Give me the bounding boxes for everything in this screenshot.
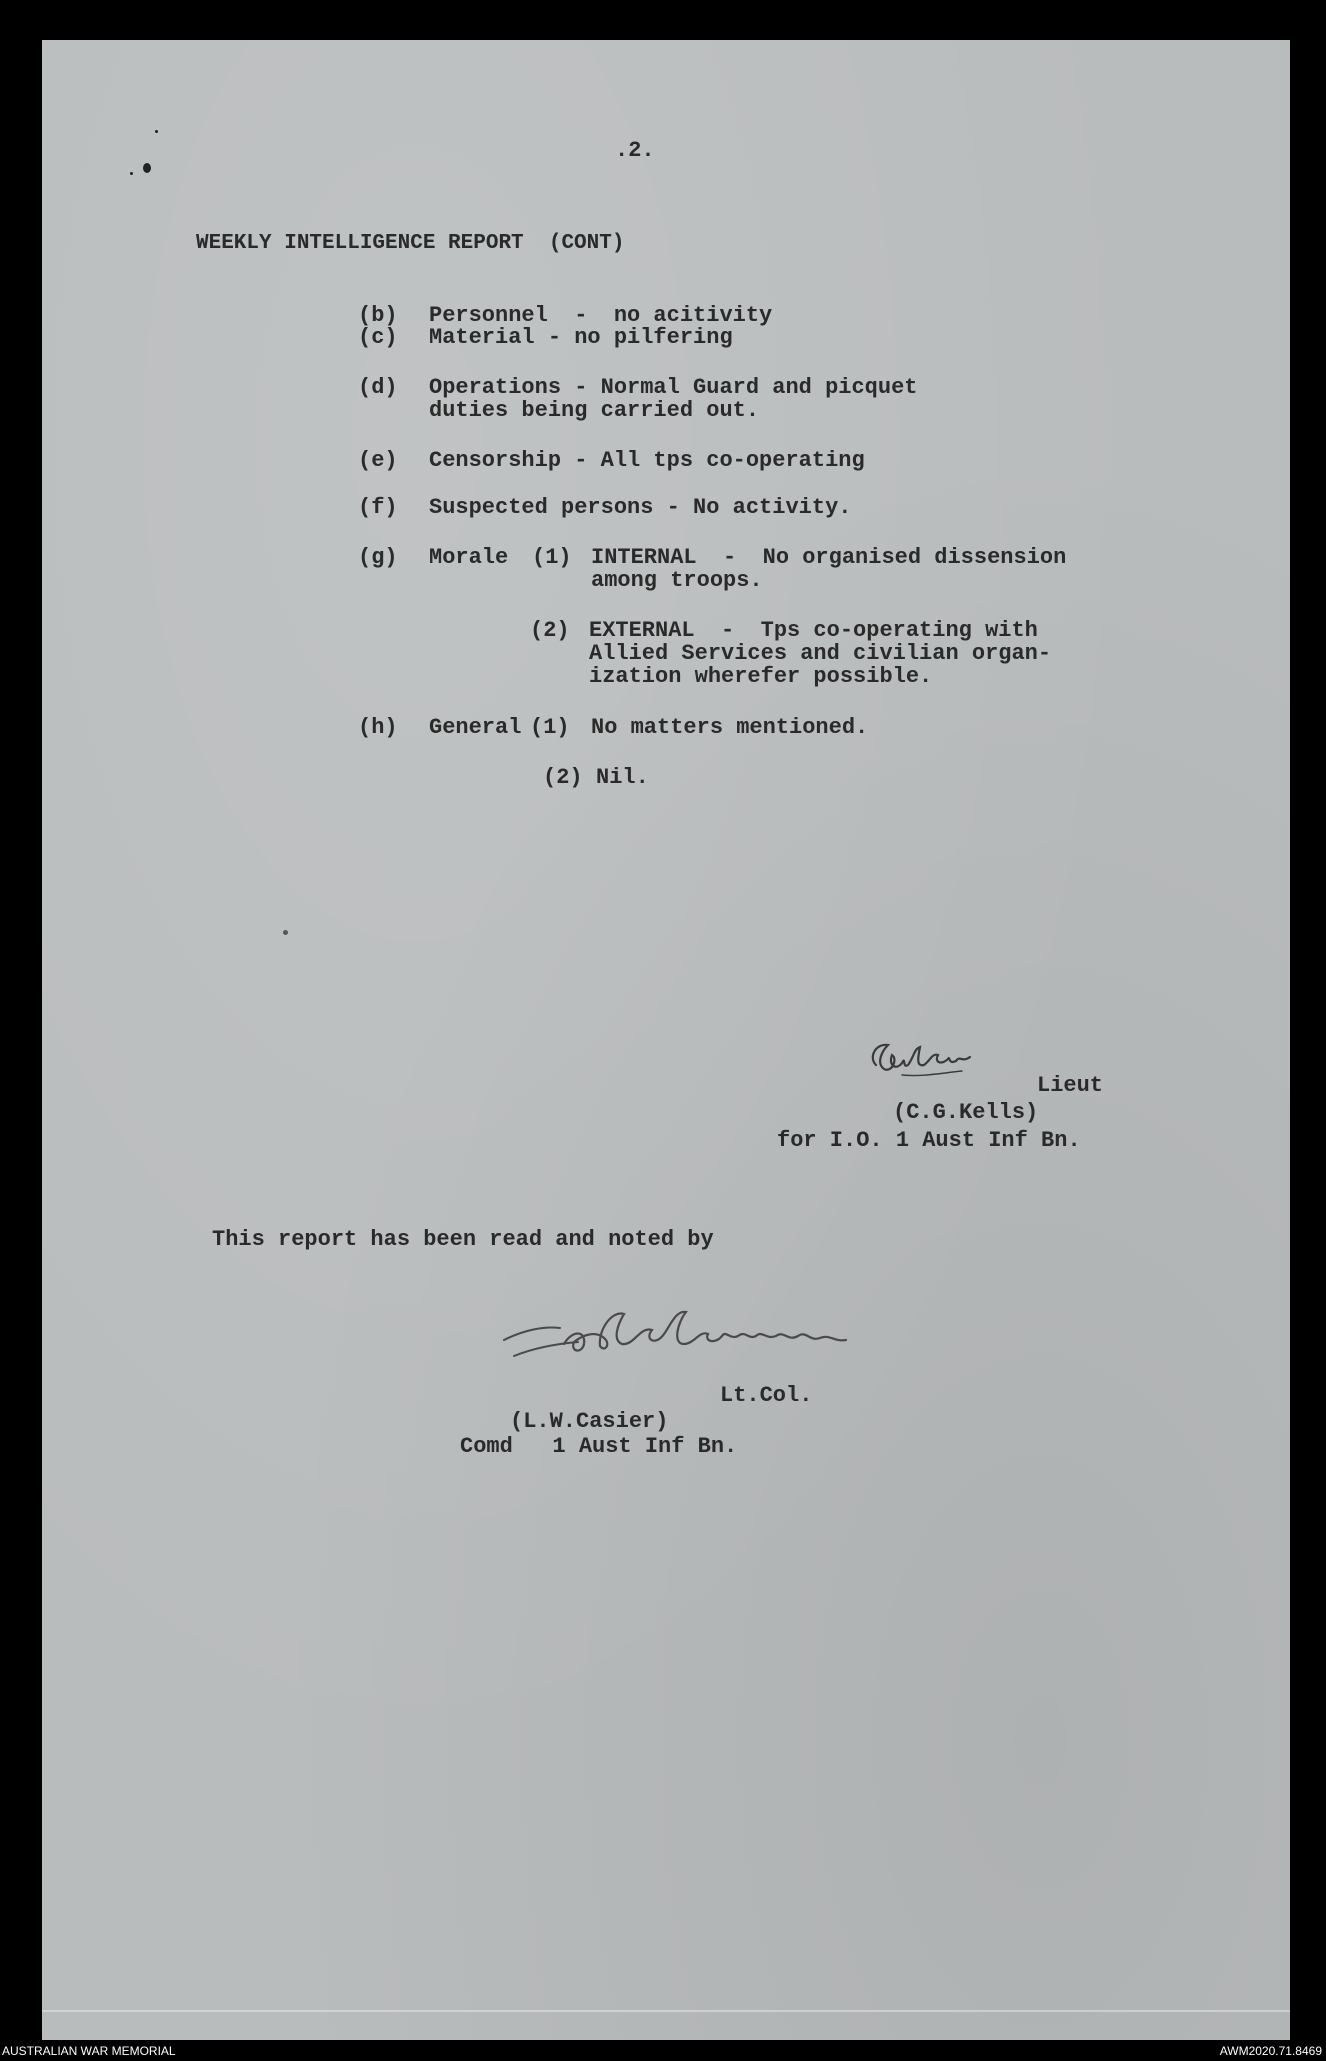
item-num-g2: (2) bbox=[530, 618, 570, 643]
noted-by-line: This report has been read and noted by bbox=[212, 1227, 714, 1252]
item-text-g2-line1: EXTERNAL - Tps co-operating with bbox=[589, 618, 1038, 643]
item-num-g1: (1) bbox=[532, 545, 572, 570]
signatory-1-name: (C.G.Kells) bbox=[893, 1100, 1039, 1125]
report-heading: WEEKLY INTELLIGENCE REPORT (CONT) bbox=[196, 232, 625, 255]
handwritten-signature-casier bbox=[494, 1300, 884, 1380]
item-text-f: Suspected persons - No activity. bbox=[429, 495, 852, 520]
item-text-h1: No matters mentioned. bbox=[591, 715, 869, 740]
item-text-h2: Nil. bbox=[596, 765, 649, 790]
item-text-g1-line1: INTERNAL - No organised dissension bbox=[591, 545, 1067, 570]
handwritten-signature-kells bbox=[862, 1035, 1012, 1085]
item-letter-d: (d) bbox=[358, 375, 398, 400]
item-letter-h: (h) bbox=[358, 715, 398, 740]
ink-speck bbox=[283, 930, 288, 935]
item-text-g1-line2: among troops. bbox=[591, 568, 763, 593]
ink-speck bbox=[155, 130, 158, 133]
item-text-c: Material - no pilfering bbox=[429, 325, 733, 350]
item-letter-b: (b) bbox=[358, 303, 398, 328]
item-letter-g: (g) bbox=[358, 545, 398, 570]
item-num-h2: (2) bbox=[543, 765, 583, 790]
item-text-d-line1: Operations - Normal Guard and picquet bbox=[429, 375, 918, 400]
signatory-1-rank: Lieut bbox=[1037, 1073, 1104, 1098]
item-text-g2-line2: Allied Services and civilian organ- bbox=[589, 641, 1052, 666]
item-text-b: Personnel - no acitivity bbox=[429, 303, 773, 328]
footer-item-id: AWM2020.71.8469 bbox=[1219, 2044, 1322, 2058]
signatory-2-name: (L.W.Casier) bbox=[510, 1409, 669, 1434]
item-letter-c: (c) bbox=[358, 325, 398, 350]
item-num-h1: (1) bbox=[530, 715, 570, 740]
signatory-2-unit: Comd 1 Aust Inf Bn. bbox=[460, 1434, 738, 1459]
item-letter-e: (e) bbox=[358, 448, 398, 473]
page-number: .2. bbox=[615, 138, 655, 163]
ink-speck bbox=[143, 163, 151, 173]
signatory-2-rank: Lt.Col. bbox=[720, 1383, 813, 1408]
item-label-h: General bbox=[429, 715, 522, 740]
signatory-1-unit: for I.O. 1 Aust Inf Bn. bbox=[777, 1128, 1081, 1153]
paper-fold bbox=[42, 2010, 1290, 2012]
item-label-g: Morale bbox=[429, 545, 509, 570]
ink-speck bbox=[130, 172, 133, 175]
item-text-e: Censorship - All tps co-operating bbox=[429, 448, 865, 473]
item-text-d-line2: duties being carried out. bbox=[429, 398, 760, 423]
item-letter-f: (f) bbox=[358, 495, 398, 520]
item-text-g2-line3: ization wherefer possible. bbox=[589, 664, 933, 689]
footer-archive-name: AUSTRALIAN WAR MEMORIAL bbox=[2, 2044, 176, 2058]
